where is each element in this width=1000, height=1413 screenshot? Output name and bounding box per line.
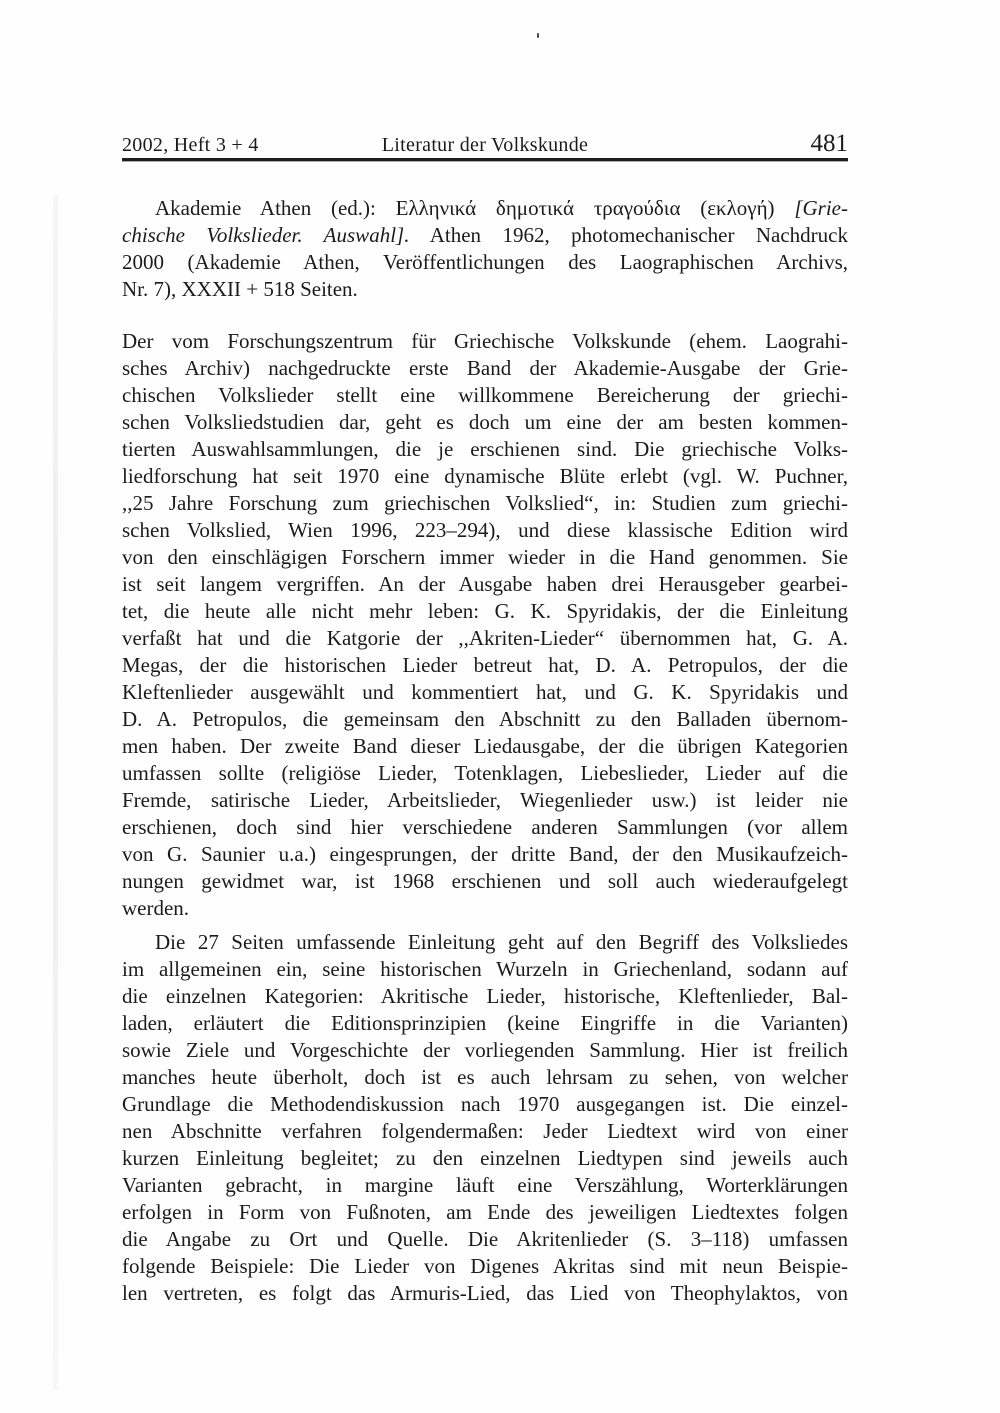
text-line: werden.: [122, 896, 190, 920]
text-line: erschienen, doch sind hier verschiedene anderen Sammlungen (vor allem: [122, 815, 848, 839]
text-line: Fremde, satirische Lieder, Arbeitslieder, Wiegenlieder usw.) ist leider nie: [122, 788, 848, 812]
text-line: nungen gewidmet war, ist 1968 erschienen und soll auch wiederaufgelegt: [122, 869, 848, 893]
text-line: laden, erläutert die Editionsprinzipien (keine Eingriffe in die Varianten): [122, 1011, 848, 1035]
text-line: Der vom Forschungszentrum für Griechische Volkskunde (ehem. Laograhi-: [122, 329, 848, 353]
scan-speck: [537, 33, 539, 38]
scan-artifact-line: [53, 195, 58, 1390]
header-rule: [122, 158, 848, 161]
text-line: Kleftenlieder ausgewählt und kommentiert hat, und G. K. Spyridakis und: [122, 680, 848, 704]
text-line: D. A. Petropulos, die gemeinsam den Abschnitt zu den Balladen übernom-: [122, 707, 848, 731]
text-line: die einzelnen Kategorien: Akritische Lieder, historische, Kleftenlieder, Bal-: [122, 984, 848, 1008]
text-line: sches Archiv) nachgedruckte erste Band der Akademie-Ausgabe der Grie-: [122, 356, 848, 380]
text-line: tet, die heute alle nicht mehr leben: G. K. Spyridakis, der die Einleitung: [122, 599, 848, 623]
text-run: Akademie Athen (ed.): Ελληνικά δημοτικά τραγούδια (εκλογή): [155, 196, 795, 220]
text-line: ist seit langem vergriffen. An der Ausgabe haben drei Herausgeber gearbei-: [122, 572, 848, 596]
text-run: Athen 1962, photomechanischer Nachdruck: [409, 223, 848, 247]
text-line: die Angabe zu Ort und Quelle. Die Akritenlieder (S. 3–118) umfassen: [122, 1227, 848, 1251]
paragraph-review-2: [122, 929, 848, 1307]
text-line: [122, 222, 848, 249]
text-line: len vertreten, es folgt das Armuris-Lied, das Lied von Theophylaktos, von: [122, 1281, 848, 1305]
text-column: [122, 130, 848, 1307]
text-line: Varianten gebracht, in margine läuft eine Verszählung, Worterklärungen: [122, 1173, 848, 1197]
text-line: von G. Saunier u.a.) eingesprungen, der dritte Band, der den Musikaufzeich-: [122, 842, 848, 866]
paragraph-review-1: [122, 328, 848, 922]
text-line: [122, 195, 848, 222]
text-line: im allgemeinen ein, seine historischen Wurzeln in Griechenland, sodann auf: [122, 957, 848, 981]
text-line: folgende Beispiele: Die Lieder von Digenes Akritas sind mit neun Beispie-: [122, 1254, 848, 1278]
text-line: kurzen Einleitung begleitet; zu den einzelnen Liedtypen sind jeweils auch: [122, 1146, 848, 1170]
paragraph-citation: [122, 195, 848, 303]
text-line: schen Volkslied, Wien 1996, 223–294), und diese klassische Edition wird: [122, 518, 848, 542]
running-header: [122, 130, 848, 156]
text-line: verfaßt hat und die Katgorie der ,,Akriten-Lieder“ übernommen hat, G. A.: [122, 626, 848, 650]
text-line: men haben. Der zweite Band dieser Liedausgabe, der die übrigen Kategorien: [122, 734, 848, 758]
text-line: umfassen sollte (religiöse Lieder, Totenklagen, Liebeslieder, Lieder auf die: [122, 761, 848, 785]
header-page-number: 481: [810, 130, 848, 157]
italic-text-run: [Grie-: [794, 196, 848, 220]
text-line: Grundlage die Methodendiskussion nach 1970 ausgegangen ist. Die einzel-: [122, 1092, 848, 1116]
text-line: manches heute überholt, doch ist es auch lehrsam zu sehen, von welcher: [122, 1065, 848, 1089]
text-line: liedforschung hat seit 1970 eine dynamische Blüte erlebt (vgl. W. Puchner,: [122, 464, 848, 488]
text-line: von den einschlägigen Forschern immer wieder in die Hand genommen. Sie: [122, 545, 848, 569]
text-line: Die 27 Seiten umfassende Einleitung geht auf den Begriff des Volksliedes: [155, 930, 848, 954]
text-line: ,,25 Jahre Forschung zum griechischen Volkslied“, in: Studien zum griechi-: [122, 491, 848, 515]
text-line: erfolgen in Form von Fußnoten, am Ende des jeweiligen Liedtextes folgen: [122, 1200, 848, 1224]
text-line: nen Abschnitte verfahren folgendermaßen: Jeder Liedtext wird von einer: [122, 1119, 848, 1143]
text-line: Megas, der die historischen Lieder betreut hat, D. A. Petropulos, der die: [122, 653, 848, 677]
text-line: sowie Ziele und Vorgeschichte der vorliegenden Sammlung. Hier ist freilich: [122, 1038, 848, 1062]
text-line: schen Volksliedstudien dar, geht es doch um eine der am besten kommen-: [122, 410, 848, 434]
header-issue: 2002, Heft 3 + 4: [122, 134, 259, 156]
italic-text-run: chische Volkslieder. Auswahl].: [122, 223, 410, 247]
header-section-title: Literatur der Volkskunde: [381, 134, 589, 156]
text-line: Nr. 7), XXXII + 518 Seiten.: [122, 277, 358, 301]
text-line: 2000 (Akademie Athen, Veröffentlichungen des Laographischen Archivs,: [122, 250, 848, 274]
text-line: tierten Auswahlsammlungen, die je erschienen sind. Die griechische Volks-: [122, 437, 848, 461]
text-line: chischen Volkslieder stellt eine willkommene Bereicherung der griechi-: [122, 383, 848, 407]
